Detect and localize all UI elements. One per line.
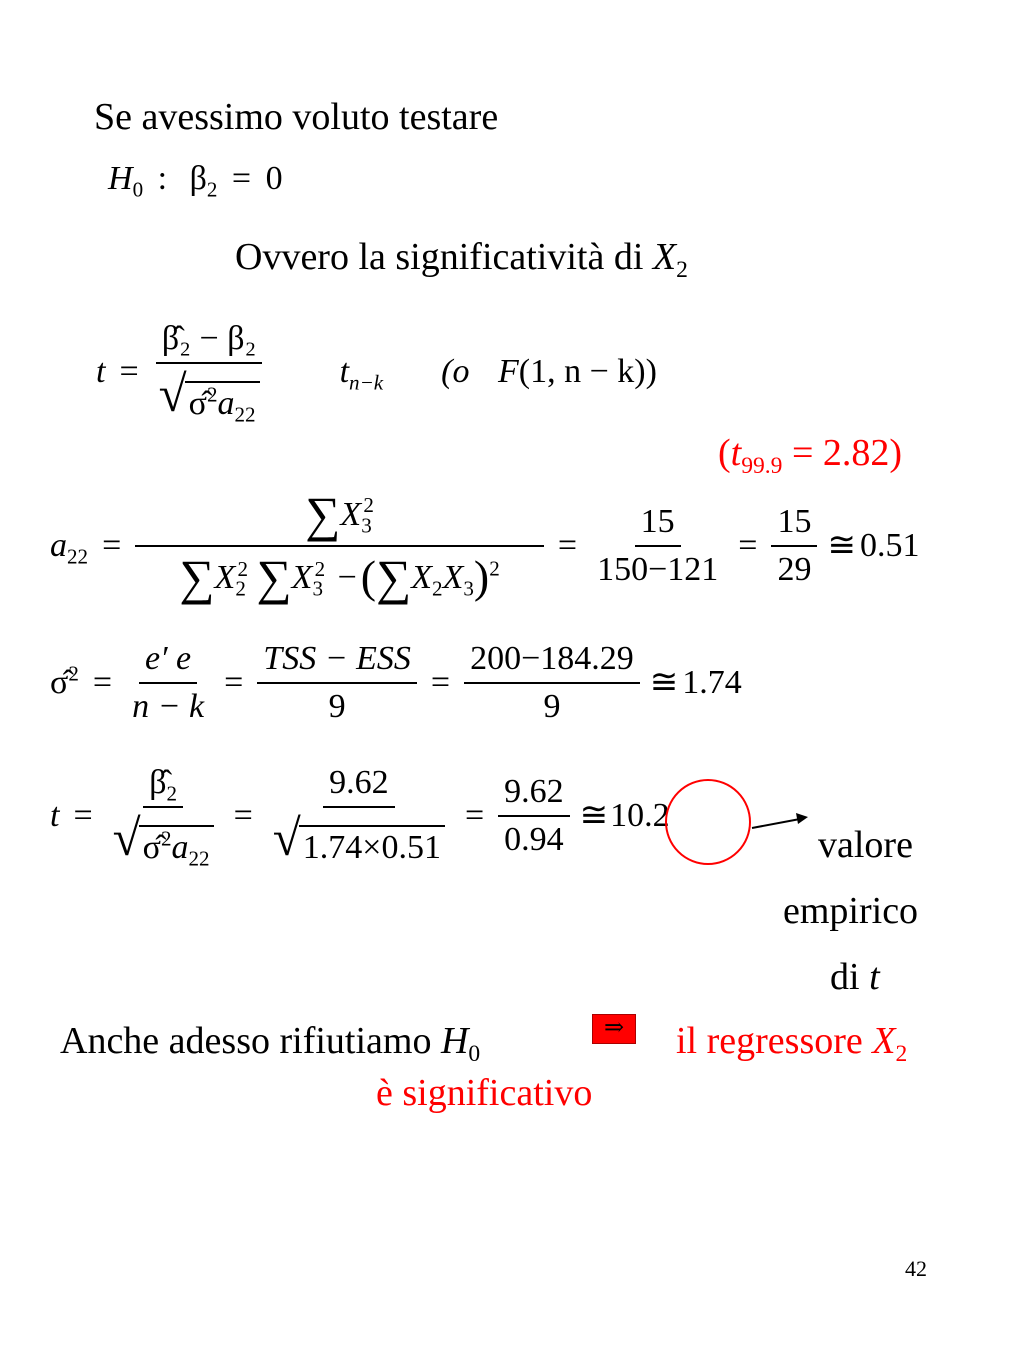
a22-f2-den: 150−121 (597, 551, 719, 589)
annotation-line-3-text: di (830, 956, 870, 998)
a22-num-sub: 3 (361, 513, 372, 538)
annotation-arrow-line (752, 819, 800, 828)
a22-den-paren-sup: 2 (489, 556, 500, 581)
sum-symbol: ∑ (305, 487, 341, 542)
a22-den-x3-sub: 3 (312, 576, 323, 601)
hypothesis-h: H (108, 160, 133, 197)
a22-den-x3-sup: 2 (314, 556, 326, 581)
paren-close: ) (473, 551, 490, 603)
conclusion-red-text: il regressore (676, 1020, 873, 1062)
implies-arrow-icon: ⇒ (592, 1014, 636, 1044)
a22-den-cross-x3: X (442, 559, 464, 597)
subtitle-text: Ovvero la significatività di (235, 236, 653, 278)
alt-f: F (498, 352, 519, 390)
t-value-lhs: t (50, 796, 60, 834)
paren-open: ( (360, 551, 377, 603)
t-value-beta-sub: 2 (166, 781, 178, 806)
sigma-lhs-sup: 2 (68, 661, 79, 686)
arrow-head-icon (796, 813, 808, 824)
critical-rest: = 2.82) (782, 432, 903, 474)
equals-sign: = (557, 527, 578, 565)
a22-num-sup: 2 (363, 493, 374, 518)
subtitle-var-sub: 2 (676, 257, 688, 284)
a22-den-x2: X (214, 559, 236, 597)
t-value-approx: ≅ (579, 796, 609, 834)
equals-sign: = (430, 664, 451, 701)
a22-f3-den: 29 (777, 551, 812, 589)
alt-open: (o (441, 352, 470, 390)
a22-approx: ≅ (827, 527, 856, 565)
sigma-f3-num: 200−184.29 (464, 642, 640, 684)
annotation-line-1: valore (818, 824, 913, 866)
a22-den-x3: X (291, 559, 313, 597)
conclusion-h-sub: 0 (468, 1041, 481, 1068)
conclusion-h: H (440, 1020, 469, 1062)
sqrt-symbol: √ $\sigmâ^2a_{22}$ (159, 370, 260, 421)
t-formula-den-a: a (217, 385, 235, 422)
sigma-f2-den: 9 (328, 688, 346, 725)
t-value-f3-den: 0.94 (504, 820, 564, 858)
conclusion (60, 1020, 481, 1068)
equals-sign: = (92, 664, 113, 701)
t-formula-numerator: β̂₂ − β₂ (156, 322, 262, 364)
sigma-f3-den: 9 (543, 688, 561, 725)
sum-symbol: ∑ (256, 550, 292, 606)
t-value-den-sup: 2 (160, 826, 172, 851)
t-value-den-sigma: σ̂ (142, 829, 161, 866)
conclusion-red (676, 1020, 908, 1068)
critical-open: ( (718, 432, 731, 474)
sigma-approx: ≅ (649, 664, 679, 701)
implies-box (592, 1014, 636, 1044)
a22-den-cross-x2-sub: 2 (432, 576, 443, 601)
subtitle-var: X (652, 236, 677, 278)
t-value-result: 10.2 (610, 796, 670, 834)
a22-num-x: X (340, 496, 362, 534)
a22-den-x2-sup: 2 (237, 556, 248, 581)
a22-den-cross-x3-sub: 3 (463, 576, 474, 601)
a22-f2-num: 15 (635, 505, 681, 547)
annotation-line-3 (830, 958, 880, 996)
annotation-line-2: empirico (783, 890, 919, 932)
t-dist-t: t (339, 352, 350, 390)
equals-sign: = (119, 352, 139, 390)
equals-sign: = (102, 527, 122, 565)
highlight-circle (666, 780, 750, 864)
hypothesis-value: 0 (265, 160, 283, 197)
conclusion-line-2: è significativo (376, 1072, 593, 1114)
t-value-f2-den-text: 1.74×0.51 (299, 825, 445, 865)
sigma-lhs-symbol: σ̂ (50, 664, 69, 701)
annotation-line-3-var: t (869, 956, 880, 998)
conclusion-red-var: X (872, 1020, 896, 1062)
sigma-result: 1.74 (682, 664, 742, 701)
equals-sign: = (73, 796, 93, 834)
t-value-den-a: a (171, 829, 189, 866)
a22-den-minus: − (337, 559, 357, 597)
sigma-f1-den: n − k (132, 688, 205, 725)
a22-den-x2-sub: 2 (235, 576, 246, 601)
t-formula-den-sub: 22 (234, 402, 256, 427)
hypothesis-beta-sub: 2 (206, 177, 218, 202)
equals-sign: = (738, 527, 758, 565)
sqrt-symbol: √ $\sigmâ^2a_{22}$ (113, 814, 214, 865)
a22-den-cross-x2: X (411, 559, 433, 597)
critical-sub: 99.9 (741, 453, 783, 480)
heading: Se avessimo voluto testare (94, 96, 499, 138)
sum-symbol: ∑ (179, 550, 215, 606)
critical-t: t (730, 432, 742, 474)
sigma-f1-num: e′ e (139, 642, 197, 684)
sqrt-symbol: √ 1.74×0.51 (273, 814, 445, 865)
a22-result: 0.51 (859, 527, 920, 565)
sum-symbol: ∑ (376, 550, 412, 606)
t-formula-den-sigma: σ̂ (188, 385, 207, 422)
equals-sign: = (464, 796, 485, 834)
t-value-f3-num: 9.62 (498, 775, 570, 817)
conclusion-red-sub: 2 (895, 1041, 908, 1068)
equals-sign: = (224, 664, 244, 701)
t-formula-lhs: t (96, 352, 106, 390)
alt-args: (1, n − k)) (518, 352, 657, 390)
hypothesis-equals: = (231, 160, 252, 197)
t-formula-den-sup: 2 (206, 382, 218, 407)
hypothesis-h-sub: 0 (132, 177, 144, 202)
hypothesis-colon: : (157, 160, 168, 197)
equals-sign: = (233, 796, 253, 834)
hypothesis-beta: β (189, 160, 207, 197)
t-dist-sub: n−k (349, 369, 384, 394)
a22-lhs-sub: 22 (67, 544, 89, 569)
page-number: 42 (905, 1256, 927, 1281)
t-value-beta-hat: β̂ (149, 764, 167, 801)
conclusion-text: Anche adesso rifiutiamo (60, 1020, 441, 1062)
t-value-f2-num: 9.62 (323, 766, 395, 808)
t-value-den-sub: 22 (188, 846, 210, 871)
a22-lhs-a: a (50, 527, 67, 565)
a22-f3-num: 15 (771, 505, 817, 547)
sigma-f2-num: TSS − ESS (257, 642, 417, 684)
